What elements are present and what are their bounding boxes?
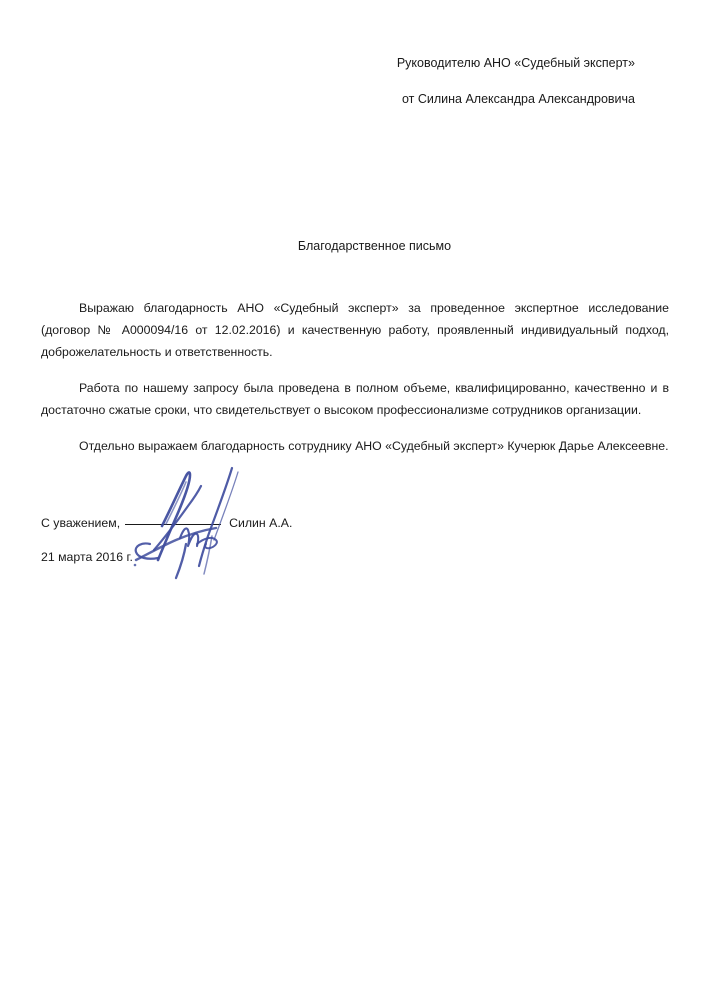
signature-line-row — [41, 514, 491, 532]
letter-body — [41, 297, 669, 457]
signature-closing: С уважением, — [41, 516, 121, 530]
signature-date: 21 марта 2016 г. — [41, 550, 133, 564]
signer-name: Силин А.А. — [229, 516, 293, 530]
body-paragraph-2: Работа по нашему запросу была проведена в полном объеме, квалифицированно, качественно и в достаточно сжатые сроки, что свидетельствует о высоком профессионализме сотрудников организации. — [41, 381, 669, 417]
body-paragraph-3: Отдельно выражаем благодарность сотруднику АНО «Судебный эксперт» Кучерюк Дарье Алексеевне. — [79, 439, 669, 453]
body-paragraph-1: Выражаю благодарность АНО «Судебный эксперт» за проведенное экспертное исследование (договор № А000094/16 от 12.02.2016) и качественную работу, проявленный индивидуальный подход, доброжелательность и ответственность. — [41, 301, 669, 359]
addressee-sender-line: от Силина Александра Александровича — [401, 92, 635, 106]
signature-rule — [125, 524, 221, 525]
addressee-header — [300, 56, 635, 107]
signature-block — [41, 514, 491, 566]
addressee-recipient-line: Руководителю АНО «Судебный эксперт» — [396, 56, 635, 70]
document-title: Благодарственное письмо — [297, 239, 452, 253]
